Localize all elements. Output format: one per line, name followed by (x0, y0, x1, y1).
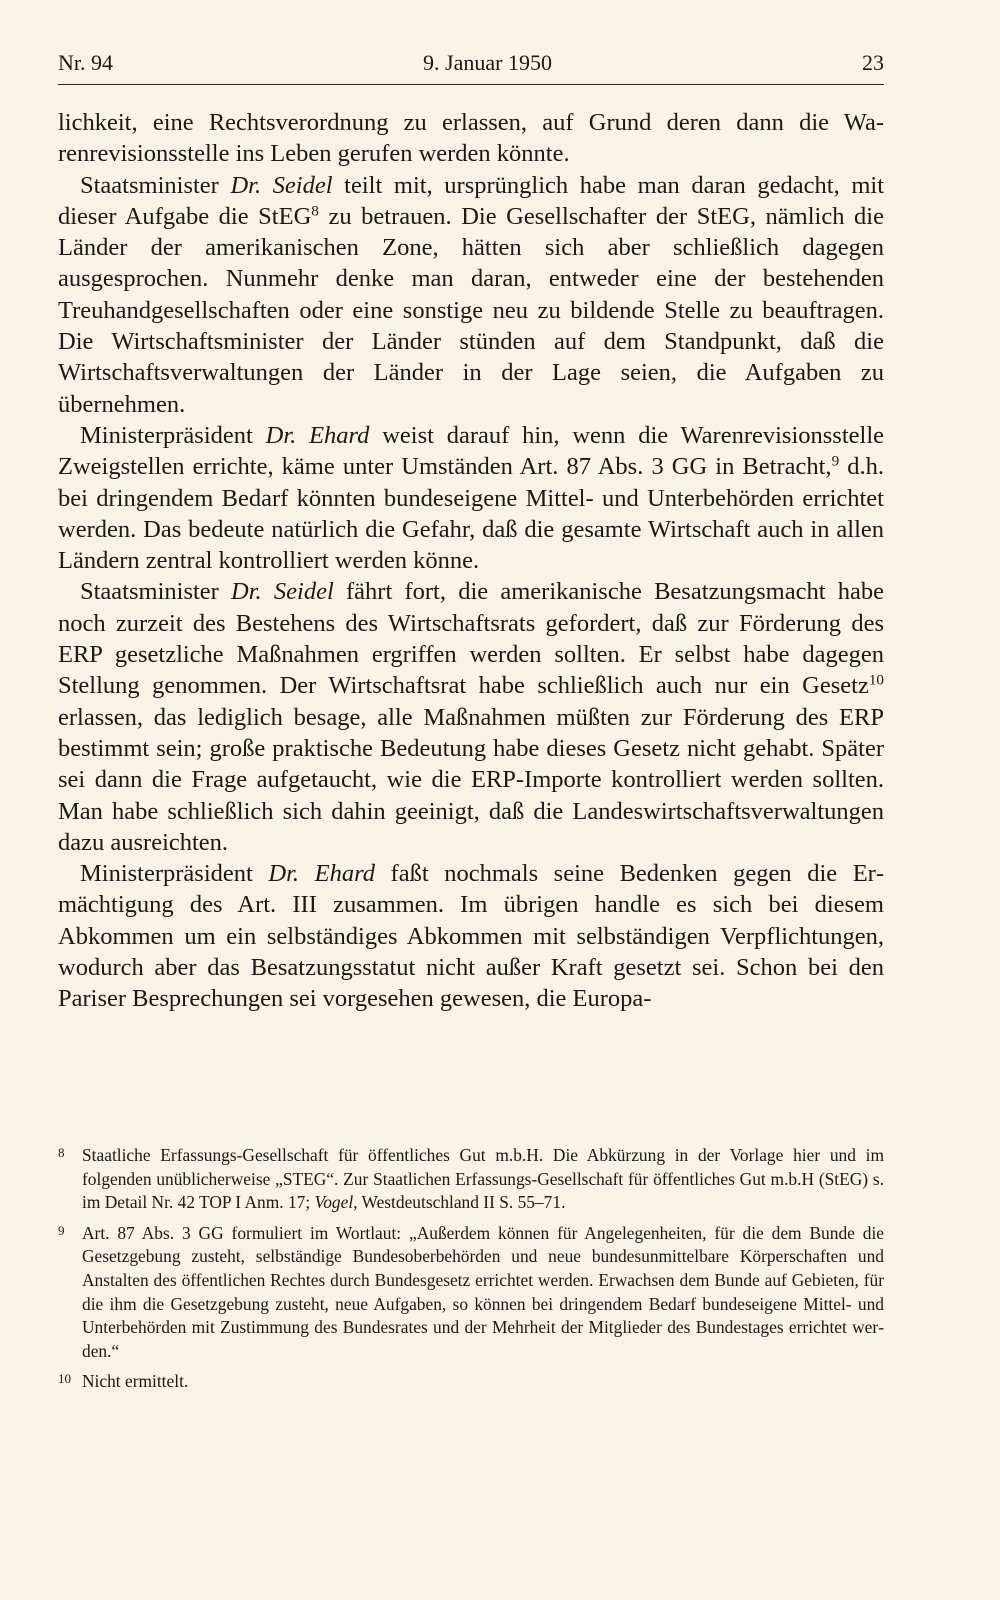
paragraph-text: weist darauf hin, wenn die Warenrevisionsstelle Zweigstellen errichte, käme unter Umständen Art. 87 Abs. 3 GG in Betracht, (58, 421, 884, 481)
page-content (58, 52, 884, 1015)
paragraph (58, 576, 884, 858)
footnotes (58, 1144, 884, 1401)
paragraph-text: fährt fort, die amerikanische Besatzungsmacht habe noch zurzeit des Bestehens des Wirtschaftsrats gefordert, daß zur Förderung des ERP gesetzliche Maßnahmen ergriffen werden sollten. Er selbst habe dagegen Stellung genommen. Der Wirtschaftsrat habe schließlich auch nur ein Gesetz (58, 578, 884, 700)
footnote-text (82, 1144, 884, 1215)
paragraph (58, 858, 884, 1014)
paragraph-text: lichkeit, eine Rechtsverordnung zu erlassen, auf Grund deren dann die Warenrevisionsstelle ins Leben gerufen werden könnte. (58, 109, 884, 168)
footnote (58, 1144, 884, 1215)
footnote-ref: 10 (868, 672, 884, 689)
footnote-ref: 8 (311, 202, 319, 220)
footnote-text: Art. 87 Abs. 3 GG formuliert im Wortlaut: „Außerdem können für Angelegenheiten, für die dem Bunde die Gesetzgebung zusteht, selbständige Bundesoberbehörden und neue bundesunmittelbare Körperschaften und Anstalten des öffentlichen Rechtes durch Bundesgesetz errichtet werden. Erwachsen dem Bunde auf Gebieten, für die ihm die Gesetzgebung zusteht, neue Aufgaben, so können bei dringendem Bedarf bundeseigene Mittel- und Unterbehörden mit Zustimmung des Bundesrates und der Mehrheit der Mitglieder des Bundestages errichtet werden.“ (82, 1222, 884, 1361)
footnote-number: 9 (58, 1222, 65, 1238)
paragraph (58, 170, 884, 420)
speaker-name: Dr. Ehard (268, 860, 375, 888)
header-date: 9. Januar 1950 (423, 50, 552, 75)
cited-author: Vogel, (314, 1192, 358, 1213)
paragraph-text: zu betrauen. Die Gesellschafter der StEG, nämlich die Länder der amerikanischen Zone, hätten sich aber schließlich dagegen ausgesprochen. Nunmehr denke man daran, entweder eine der bestehenden Treuhandgesellschaften oder eine sonstige neu zu bildende Stelle zu beauftragen. Die Wirtschaftsminister der Länder stünden auf dem Standpunkt, daß die Wirtschaftsverwaltungen der Länder in der Lage seien, die Aufgaben zu übernehmen. (58, 202, 884, 418)
paragraph-text: Ministerpräsident (80, 421, 266, 449)
speaker-name: Dr. Seidel (230, 171, 333, 199)
footnote-text-part: Staatliche Erfassungs-Gesellschaft für öffentliches Gut m.b.H. Die Abkürzung in der Vorlage hier und im folgenden unüblicherweise „STEG“. Zur Staatlichen Erfassungs-Gesellschaft für öffentliches Gut m.b.H (StEG) s. im Detail Nr. 42 TOP I Anm. 17; (82, 1145, 884, 1213)
footnote (58, 1222, 884, 1364)
paragraph (58, 107, 884, 170)
page-number: 23 (861, 50, 884, 75)
footnote-ref: 9 (831, 452, 840, 470)
paragraph (58, 420, 884, 576)
footnote (58, 1370, 884, 1394)
speaker-name: Dr. Ehard (265, 421, 370, 449)
running-header (58, 52, 884, 85)
paragraph-text: d.h. bei dringendem Bedarf könnten bundeseigene Mittel- und Unterbehörden errichtet werden. Das bedeute natürlich die Gefahr, daß die gesamte Wirtschaft auch in allen Ländern zentral kontrolliert werden könne. (58, 453, 885, 575)
paragraph-text: Staatsminister (80, 171, 231, 199)
paragraph-text: Ministerpräsident (80, 860, 269, 888)
paragraph-text: erlassen, das lediglich besage, alle Maßnahmen müßten zur Förderung des ERP bestimmt sein; große praktische Bedeutung habe dieses Gesetz nicht gehabt. Später sei dann die Frage aufgetaucht, wie die ERP-Importe kontrolliert werden sollten. Man habe schließlich sich dahin geeinigt, daß die Landeswirtschaftsverwaltungen dazu ausreichten. (58, 703, 884, 856)
footnote-number: 10 (58, 1371, 71, 1387)
paragraph-text: faßt nochmals seine Bedenken gegen die Ermächtigung des Art. III zusammen. Im übrigen handle es sich bei diesem Abkommen um ein selbständiges Abkommen mit selbständigen Verpflichtungen, wodurch aber das Besatzungsstatut nicht außer Kraft gesetzt sei. Schon bei den Pariser Besprechungen sei vorgesehen gewesen, die Europa- (58, 860, 884, 1013)
speaker-name: Dr. Seidel (231, 578, 334, 606)
footnote-number: 8 (58, 1145, 65, 1160)
footnote-text: Nicht ermittelt. (82, 1371, 189, 1392)
paragraph-text: Staatsminister (80, 578, 232, 606)
footnote-text-part: Westdeutschland II S. 55–71. (357, 1192, 566, 1213)
paragraph-text: teilt mit, ursprünglich habe man daran gedacht, mit dieser Aufgabe die StEG (58, 171, 884, 230)
issue-number: Nr. 94 (58, 50, 113, 75)
main-text (58, 107, 884, 1015)
